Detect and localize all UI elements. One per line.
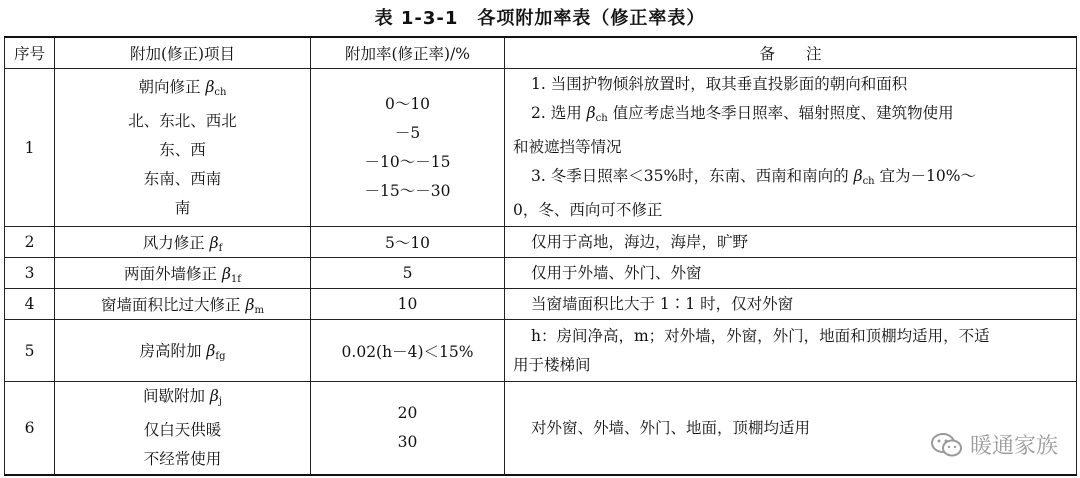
row-values bbox=[311, 320, 505, 382]
header-remark: 备 注 bbox=[505, 37, 1077, 69]
watermark-text: 暖通家族 bbox=[969, 434, 1058, 459]
item-line: 两面外墙修正 $\beta_{1f}$ bbox=[124, 264, 241, 285]
item-line: 北、东北、西北 bbox=[128, 111, 237, 130]
header-item: 附加(修正)项目 bbox=[55, 37, 311, 69]
row-values bbox=[311, 382, 505, 476]
value-line: 20 bbox=[397, 404, 418, 422]
table-row bbox=[5, 382, 1077, 476]
item-line: 东、西 bbox=[159, 140, 206, 159]
item-line: 东南、西南 bbox=[143, 169, 222, 188]
table-title: 表 1-3-1 各项附加率表（修正率表） bbox=[374, 8, 706, 29]
item-line: 房高附加 $\beta_{fg}$ bbox=[139, 342, 226, 362]
row-items bbox=[55, 227, 311, 258]
remark-line: 0，冬、西向可不修正 bbox=[513, 201, 663, 219]
row-remarks bbox=[505, 69, 1077, 227]
item-line: 南 bbox=[174, 198, 191, 217]
row-no: 2 bbox=[5, 227, 55, 258]
row-values bbox=[311, 289, 505, 320]
value-line: 10 bbox=[397, 295, 418, 313]
row-items bbox=[55, 69, 311, 227]
table-header-row bbox=[5, 37, 1077, 69]
row-items bbox=[55, 382, 311, 476]
row-no: 1 bbox=[5, 69, 55, 227]
value-line: －15～－30 bbox=[364, 181, 451, 200]
value-line: 5 bbox=[402, 264, 413, 282]
remark-line: h：房间净高，m；对外墙，外窗，外门，地面和顶棚均适用，不适 bbox=[531, 326, 990, 345]
item-line: 不经常使用 bbox=[143, 450, 222, 468]
table-row bbox=[5, 320, 1077, 382]
value-line: 30 bbox=[397, 433, 418, 451]
table-row bbox=[5, 258, 1077, 289]
correction-rate-table bbox=[4, 36, 1077, 476]
value-line: －5 bbox=[394, 123, 421, 142]
remark-line: 1. 当围护物倾斜放置时，取其垂直投影面的朝向和面积 bbox=[531, 75, 908, 93]
remark-line: 3. 冬季日照率＜35%时，东南、西南和南向的 $\beta_{ch}$ 宜为－10%～ bbox=[531, 167, 977, 187]
remark-line: 和被遮挡等情况 bbox=[513, 138, 622, 156]
header-rate: 附加率(修正率)/% bbox=[311, 37, 505, 69]
row-remarks bbox=[505, 320, 1077, 382]
item-line: 风力修正 $\beta_f$ bbox=[142, 233, 223, 254]
row-remarks bbox=[505, 258, 1077, 289]
item-line: 窗墙面积比过大修正 $\beta_m$ bbox=[101, 295, 264, 316]
remark-line: 用于楼梯间 bbox=[513, 355, 591, 374]
wechat-icon bbox=[930, 432, 964, 458]
item-line: 仅白天供暖 bbox=[143, 421, 222, 439]
value-line: 0.02(h－4)＜15% bbox=[341, 342, 474, 361]
value-line: 5～10 bbox=[384, 234, 431, 252]
row-no: 6 bbox=[5, 382, 55, 476]
row-items bbox=[55, 258, 311, 289]
row-values bbox=[311, 258, 505, 289]
table-row bbox=[5, 69, 1077, 227]
row-no: 4 bbox=[5, 289, 55, 320]
row-remarks bbox=[505, 227, 1077, 258]
remark-line: 仅用于高地，海边，海岸，旷野 bbox=[531, 232, 749, 251]
remark-line: 对外窗、外墙、外门、地面，顶棚均适用 bbox=[531, 418, 811, 437]
header-no: 序号 bbox=[5, 37, 55, 69]
item-line: 朝向修正 $\beta_{ch}$ bbox=[138, 77, 227, 98]
row-no: 5 bbox=[5, 320, 55, 382]
value-line: －10～－15 bbox=[364, 152, 451, 171]
row-items bbox=[55, 289, 311, 320]
watermark bbox=[930, 429, 1058, 460]
table-row bbox=[5, 227, 1077, 258]
row-items bbox=[55, 320, 311, 382]
table-row bbox=[5, 289, 1077, 320]
value-line: 0～10 bbox=[384, 94, 431, 113]
row-values bbox=[311, 69, 505, 227]
row-values bbox=[311, 227, 505, 258]
row-remarks bbox=[505, 289, 1077, 320]
item-line: 间歇附加 $\beta_j$ bbox=[142, 387, 222, 407]
remark-line: 仅用于外墙、外门、外窗 bbox=[531, 263, 702, 282]
remark-line: 当窗墙面积比大于 1∶1 时，仅对外窗 bbox=[531, 294, 794, 313]
remark-line: 2. 选用 $\beta_{ch}$ 值应考虑当地冬季日照率、辐射照度、建筑物使用 bbox=[531, 104, 954, 124]
row-no: 3 bbox=[5, 258, 55, 289]
